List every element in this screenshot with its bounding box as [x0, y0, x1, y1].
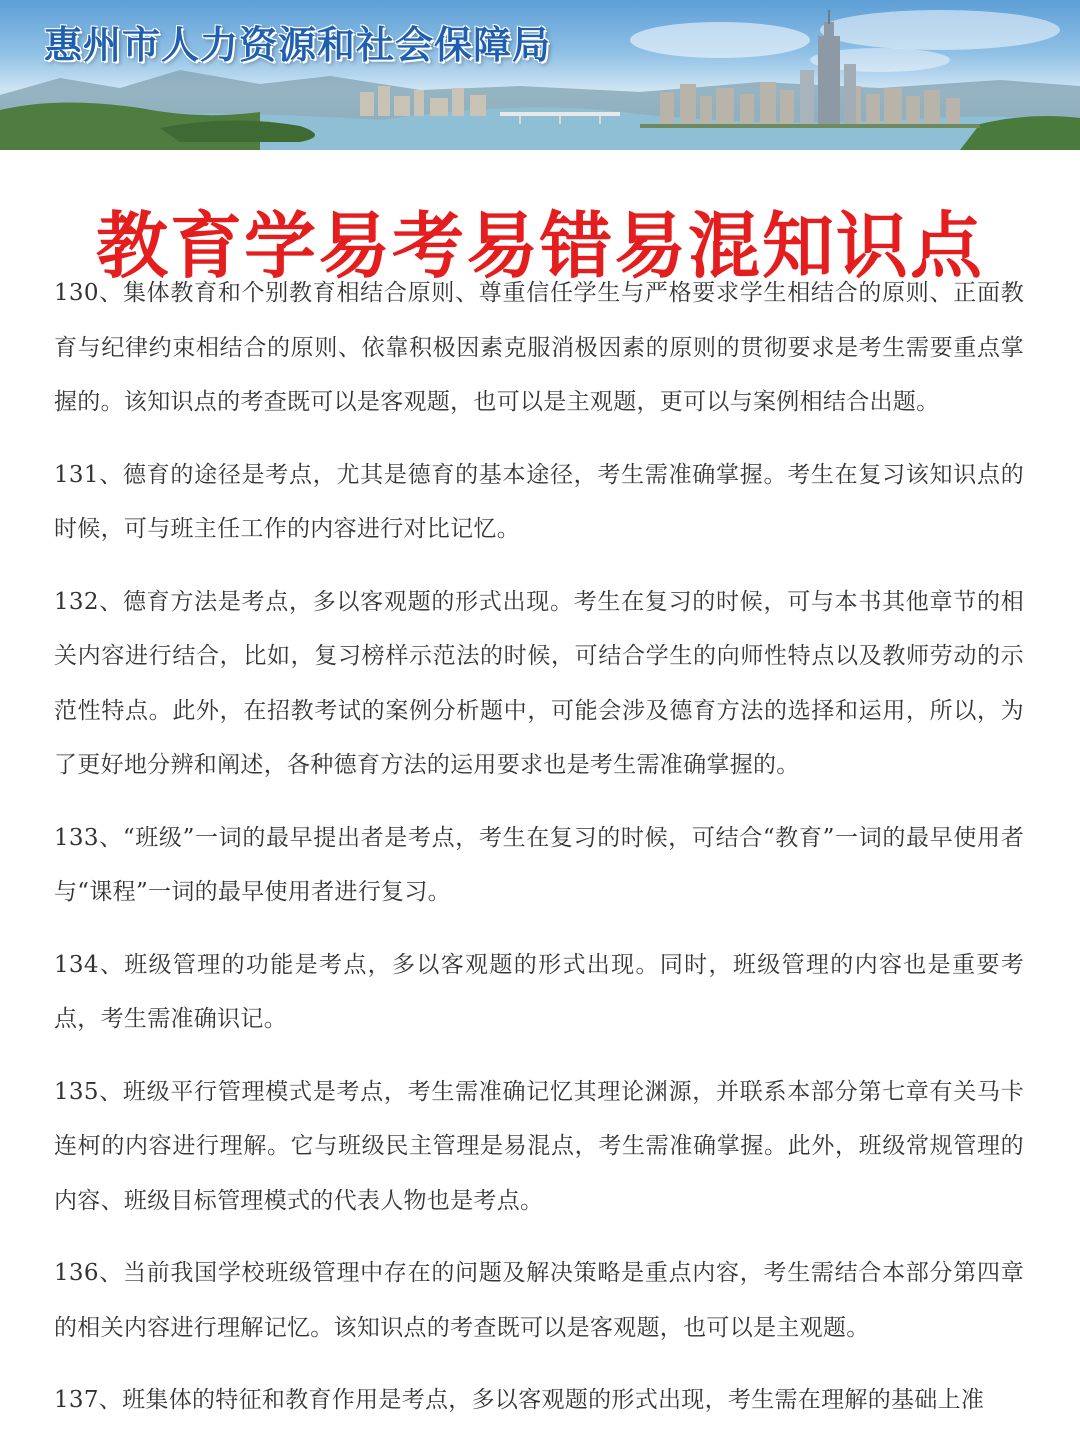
knowledge-point-137: 137、班集体的特征和教育作用是考点，多以客观题的形式出现，考生需在理解的基础上准 [54, 1387, 985, 1413]
organization-name: 惠州市人力资源和社会保障局 [44, 22, 552, 67]
header-banner [0, 0, 1080, 150]
knowledge-point-135: 135、班级平行管理模式是考点，考生需准确记忆其理论渊源，并联系本部分第七章有关马卡连柯的内容进行理解。它与班级民主管理是易混点，考生需准确掌握。此外，班级常规管理的内容、班级目标管理模式的代表人物也是考点。 [54, 1078, 1024, 1214]
knowledge-point-134: 134、班级管理的功能是考点，多以客观题的形式出现。同时，班级管理的内容也是重要考点，考生需准确识记。 [54, 951, 1024, 1032]
knowledge-point-132: 132、德育方法是考点，多以客观题的形式出现。考生在复习的时候，可与本书其他章节的相关内容进行结合，比如，复习榜样示范法的时候，可结合学生的向师性特点以及教师劳动的示范性特点。此外，在招教考试的案例分析题中，可能会涉及德育方法的选择和运用，所以，为了更好地分辨和阐述，各种德育方法的运用要求也是考生需准确掌握的。 [54, 588, 1024, 778]
knowledge-point-131: 131、德育的途径是考点，尤其是德育的基本途径，考生需准确掌握。考生在复习该知识点的时候，可与班主任工作的内容进行对比记忆。 [54, 461, 1024, 542]
knowledge-point-130: 130、集体教育和个别教育相结合原则、尊重信任学生与严格要求学生相结合的原则、正面教育与纪律约束相结合的原则、依靠积极因素克服消极因素的原则的贯彻要求是考生需要重点掌握的。该知识点的考查既可以是客观题，也可以是主观题，更可以与案例相结合出题。 [54, 280, 1024, 415]
document-title: 教育学易考易错易混知识点 [95, 204, 984, 288]
knowledge-point-136: 136、当前我国学校班级管理中存在的问题及解决策略是重点内容，考生需结合本部分第四章的相关内容进行理解记忆。该知识点的考查既可以是客观题，也可以是主观题。 [54, 1260, 1024, 1341]
document-body [54, 266, 1024, 1446]
knowledge-point-133: 133、“班级”一词的最早提出者是考点，考生在复习的时候，可结合“教育”一词的最早使用者与“课程”一词的最早使用者进行复习。 [54, 824, 1024, 905]
